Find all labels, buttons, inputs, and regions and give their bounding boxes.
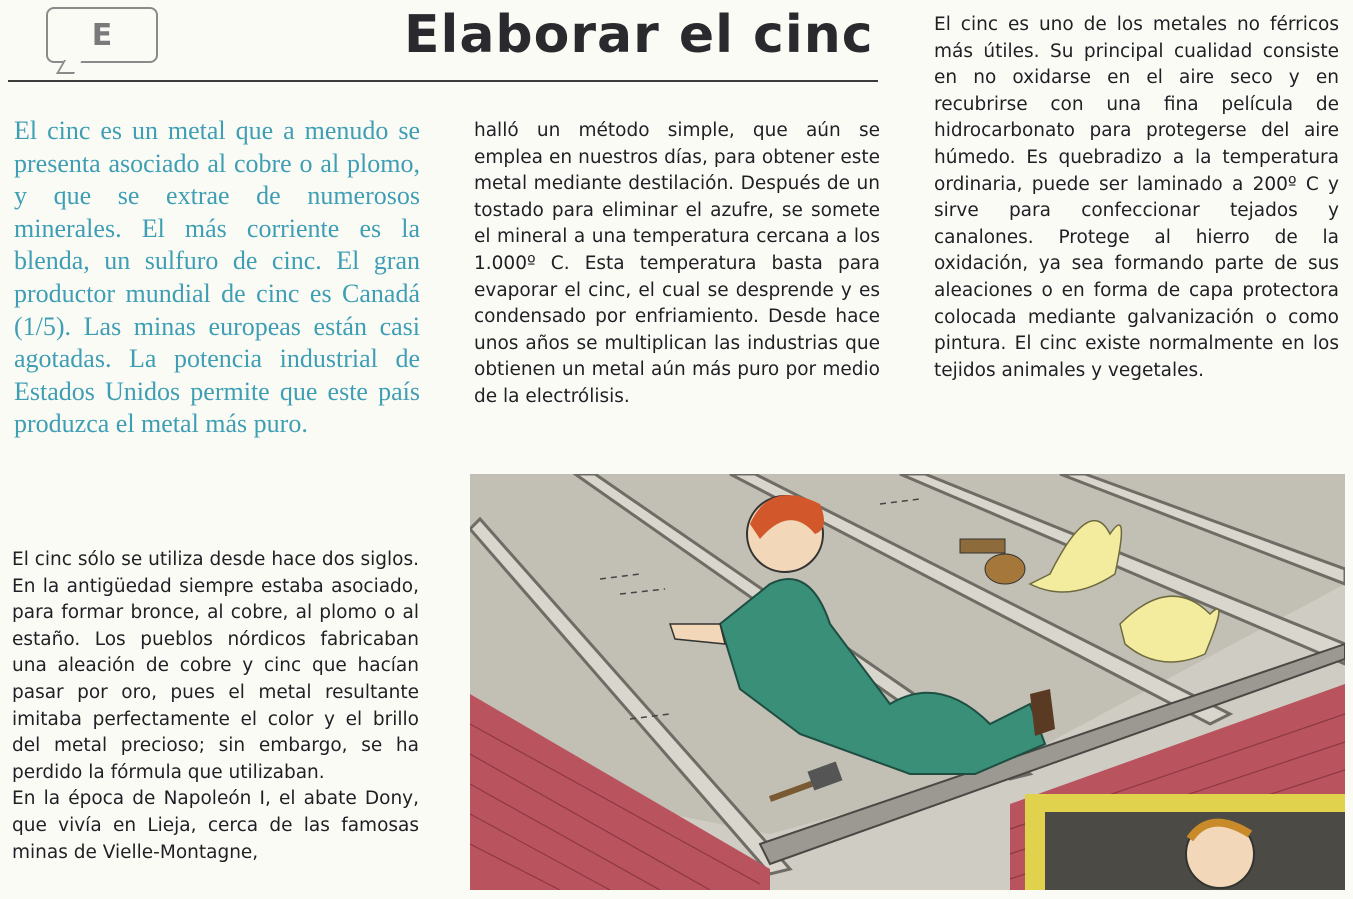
- illustration-svg: [470, 474, 1345, 890]
- roofer-illustration: [470, 474, 1345, 890]
- column-3-paragraph: El cinc es uno de los metales no férricos más útiles. Su principal cualidad consiste en no oxidarse en el aire seco y en recubrirse con una fina película de hidrocarbonato para protegerse del aire húmedo. Es quebradizo a la temperatura ordinaria, puede ser laminado a 200º C y sirve para confeccionar tejados y canalones. Protege al hierro de la oxidación, ya sea formando parte de sus aleaciones o en forma de capa protectora colocada mediante galvanización o como pintura. El cinc existe normalmente en los tejidos animales y vegetales.: [934, 14, 1339, 381]
- lead-paragraph: El cinc es un metal que a menudo se presenta asociado al cobre o al plomo, y que se extrae de numerosos minerales. El más corriente es la blenda, un sulfuro de cinc. El gran productor mundial de cinc es Canadá (1/5). Las minas europeas están casi agotadas. La potencia industrial de Estados Unidos permite que este país produzca el metal más puro.: [14, 116, 420, 439]
- lamp-tank: [985, 554, 1025, 584]
- column-1-paragraph-2: En la época de Napoleón I, el abate Dony, que vivía en Lieja, cerca de las famosas minas de Vielle-Montagne,: [12, 788, 419, 863]
- column-2: [474, 118, 880, 411]
- column-1: [12, 547, 419, 866]
- column-1-paragraph-1: El cinc sólo se utiliza desde hace dos siglos. En la antigüedad siempre estaba asociado, para formar bronce, al cobre, al plomo o al estaño. Los pueblos nórdicos fabricaban una aleación de cobre y cinc que hacían pasar por oro, pues el metal resultante imitaba perfectamente el color y el brillo del metal precioso; sin embargo, se ha perdido la fórmula que utilizaban.: [12, 549, 419, 783]
- column-2-paragraph: halló un método simple, que aún se emplea en nuestros días, para obtener este metal mediante destilación. Después de un tostado para eliminar el azufre, se somete el mineral a una temperatura cercana a los 1.000º C. Esta temperatura basta para evaporar el cinc, el cual se desprende y es condensado por enfriamiento. Desde hace unos años se multiplican las industrias que obtienen un metal aún más puro por medio de la electrólisis.: [474, 120, 880, 407]
- section-letter-badge: [46, 7, 158, 63]
- column-3: [934, 12, 1339, 384]
- title-divider: [8, 80, 878, 82]
- lamp-handle: [960, 539, 1005, 553]
- section-letter: E: [91, 17, 113, 53]
- page-title: Elaborar el cinc: [404, 5, 874, 65]
